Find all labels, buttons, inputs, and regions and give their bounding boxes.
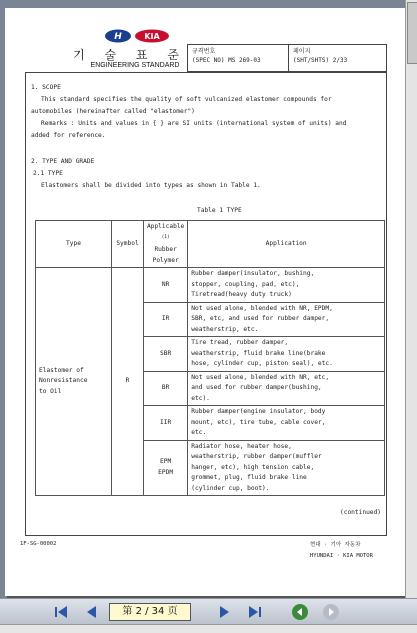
prev-page-icon[interactable] [84, 604, 100, 620]
footer-company-en: HYUNDAI · KIA MOTOR [310, 553, 373, 559]
navigation-toolbar [0, 598, 417, 625]
polymer-cell [144, 440, 188, 496]
type-cell-line: Elastomer of [39, 366, 84, 374]
application-line: Not used alone, blended with NR, EPDM, [191, 304, 333, 312]
application-line: mount, etc), tire tube, cable cover, [191, 418, 326, 426]
vertical-scrollbar[interactable] [405, 0, 417, 598]
application-line: weatherstrip, rubber damper(muffler [191, 453, 322, 461]
svg-text:H: H [114, 32, 122, 42]
header-polymer-line2: Rubber Polymer [152, 246, 179, 264]
hyundai-kia-logo [97, 28, 177, 44]
application-line: Radiator hose, heater hose, [191, 442, 292, 450]
polymer-name: IIR [160, 418, 172, 426]
application-line: weatherstrip, etc. [191, 325, 259, 333]
first-page-icon[interactable] [53, 604, 69, 620]
sheet-label: 페이지 [293, 48, 311, 55]
application-cell [188, 268, 385, 303]
application-line: weatherstrip, fluid brake line(brake [191, 349, 326, 357]
footer-company-ko: 현대 · 기아 자동차 [310, 542, 361, 548]
forward-icon[interactable] [323, 604, 339, 620]
document-page [5, 8, 405, 596]
polymer-cell [144, 406, 188, 441]
polymer-name: NR [161, 280, 170, 288]
remarks-text-2: added for reference. [31, 132, 106, 139]
title-english: ENGINEERING STANDARD [90, 62, 180, 69]
footnote-marker: (1) [161, 234, 170, 240]
type-intro-text: Elastomers shall be divided into types as shown in Table 1. [41, 182, 261, 189]
back-icon[interactable] [292, 604, 308, 620]
polymer-name: IR [161, 315, 170, 323]
type-cell [36, 268, 112, 496]
subsection-type-heading: 2.1 TYPE [33, 170, 63, 177]
table-header-row [36, 221, 385, 268]
polymer-cell [144, 371, 188, 406]
header-polymer [144, 221, 188, 268]
page-indicator[interactable]: 第 2 / 34 页 [109, 603, 191, 621]
header-type: Type [36, 221, 112, 268]
sheet-box [288, 44, 387, 72]
type-cell-line: to Oil [39, 387, 62, 395]
polymer-name: EPM [160, 458, 172, 466]
application-cell [188, 337, 385, 372]
polymer-cell [144, 268, 188, 303]
continued-note: (continued) [340, 509, 381, 516]
application-line: Tiretread(heavy duty truck) [191, 291, 292, 299]
sheet-value: (SHT/SHTS) 2/33 [293, 57, 348, 64]
application-cell [188, 406, 385, 441]
application-line: and used for rubber damper(bushing, [191, 384, 322, 392]
last-page-icon[interactable] [247, 604, 263, 620]
symbol-cell: R [112, 268, 144, 496]
scope-text-1: This standard specifies the quality of soft vulcanized elastomer compounds for [41, 96, 332, 103]
application-line: stopper, coupling, pad, etc), [191, 280, 300, 288]
footer-form-number: 1F-SG-00002 [20, 541, 57, 547]
header-polymer-line1: Applicable [147, 223, 185, 230]
remarks-text-1: Remarks : Units and values in { } are SI units (international system of units) and [41, 120, 347, 127]
polymer-name: BR [161, 384, 170, 392]
header-symbol: Symbol [112, 221, 144, 268]
polymer-name: SBR [160, 349, 172, 357]
header-application: Application [188, 221, 385, 268]
spec-number-box [187, 44, 289, 72]
table-caption: Table 1 TYPE [197, 207, 242, 214]
application-line: hanger, etc), high tension cable, [191, 463, 315, 471]
application-line: (cylinder cup, boot). [191, 484, 270, 492]
application-cell [188, 302, 385, 337]
application-line: grommet, plug, fluid brake line [191, 474, 307, 482]
application-line: hose, cylinder cup, piston seal), etc. [191, 360, 333, 368]
polymer-name: EPDM [158, 468, 174, 476]
scrollbar-thumb[interactable] [407, 2, 417, 64]
application-line: Rubber damper(engine insulator, body [191, 408, 326, 416]
document-header [25, 28, 387, 72]
spec-label: 규격번호 [192, 48, 216, 55]
scope-text-2: automobiles (hereinafter called "elastomer") [31, 108, 195, 115]
polymer-cell [144, 337, 188, 372]
table-row [36, 268, 385, 303]
type-cell-line: Nonresistance [39, 377, 88, 385]
spec-value: (SPEC NO) MS 269-03 [192, 57, 261, 64]
section-scope-heading: 1. SCOPE [31, 84, 61, 91]
svg-text:KIA: KIA [144, 32, 160, 41]
application-line: etc. [191, 429, 207, 437]
application-cell [188, 371, 385, 406]
application-cell [188, 440, 385, 496]
title-korean: 기 술 표 준 [73, 48, 187, 62]
application-line: Rubber damper(insulator, bushing, [191, 270, 315, 278]
application-line: Not used alone, blended with NR, etc, [191, 373, 330, 381]
polymer-cell [144, 302, 188, 337]
type-table [35, 220, 385, 496]
application-line: SBR, etc, and used for rubber damper, [191, 315, 330, 323]
section-type-heading: 2. TYPE AND GRADE [31, 158, 95, 165]
application-line: Tire tread, rubber damper, [191, 339, 289, 347]
application-line: etc). [191, 394, 210, 402]
next-page-icon[interactable] [216, 604, 232, 620]
